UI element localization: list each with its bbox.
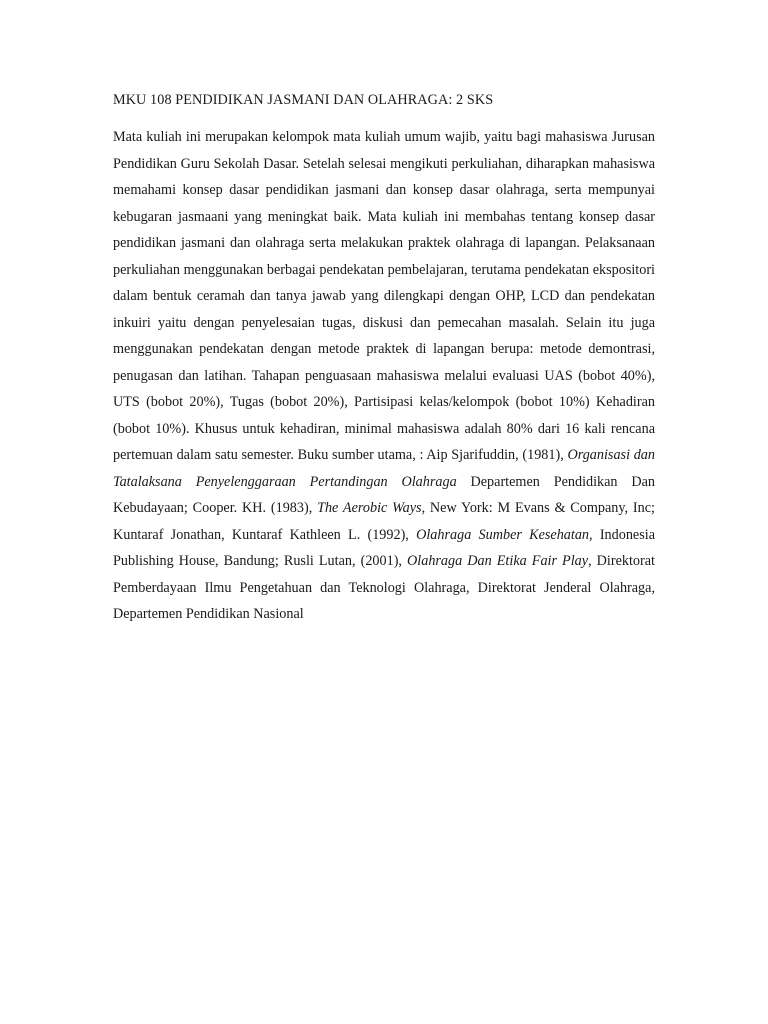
- course-title: MKU 108 PENDIDIKAN JASMANI DAN OLAHRAGA: 2 SKS: [113, 92, 494, 108]
- book-title-olahraga-sumber-kesehatan: Olahraga Sumber Kesehatan,: [416, 526, 593, 543]
- book-title-aerobic-ways: The Aerobic Ways: [317, 500, 422, 516]
- description-text-segment: Departemen Pendidikan Dan Kebudayaan; Cooper. KH. (1983),: [113, 473, 656, 516]
- description-text-segment: Indonesia Publishing House, Bandung; Rusli Lutan, (2001),: [113, 526, 655, 569]
- course-description-paragraph: [113, 124, 655, 628]
- description-text-segment: , New York: M Evans & Company, Inc; Kuntaraf Jonathan, Kuntaraf Kathleen L. (1992),: [113, 500, 655, 543]
- book-title-etika-fair-play: Olahraga Dan Etika Fair Play: [407, 553, 589, 569]
- book-title-organisasi: Organisasi dan Tatalaksana Penyelenggaraan Pertandingan Olahraga: [113, 447, 655, 490]
- description-text-segment: , Direktorat Pemberdayaan Ilmu Pengetahuan dan Teknologi Olahraga, Direktorat Jenderal Olahraga, Departemen Pendidikan Nasional: [113, 553, 655, 622]
- description-text-segment: Mata kuliah ini merupakan kelompok mata kuliah umum wajib, yaitu bagi mahasiswa Jurusan Pendidikan Guru Sekolah Dasar. Setelah selesai mengikuti perkuliahan, diharapkan mahasiswa memahami konsep dasar pendidikan jasmani dan konsep dasar olahraga, serta mempunyai kebugaran jasmaani yang meningkat baik. Mata kuliah ini membahas tentang konsep dasar pendidikan jasmani dan olahraga serta melakukan praktek olahraga di lapangan. Pelaksanaan perkuliahan menggunakan berbagai pendekatan pembelajaran, terutama pendekatan ekspositori dalam bentuk ceramah dan tanya jawab yang dilengkapi dengan OHP, LCD dan pendekatan inkuiri yaitu dengan penyelesaian tugas, diskusi dan pemecahan masalah. Selain itu juga menggunakan pendekatan dengan metode praktek di lapangan berupa: metode demontrasi, penugasan dan latihan. Tahapan penguasaan mahasiswa melalui evaluasi UAS (bobot 40%), UTS (bobot 20%), Tugas (bobot 20%), Partisipasi kelas/kelompok (bobot 10%) Kehadiran (bobot 10%). Khusus untuk kehadiran, minimal mahasiswa adalah 80% dari 16 kali rencana pertemuan dalam satu semester. Buku sumber utama, : Aip Sjarifuddin, (1981),: [113, 129, 655, 463]
